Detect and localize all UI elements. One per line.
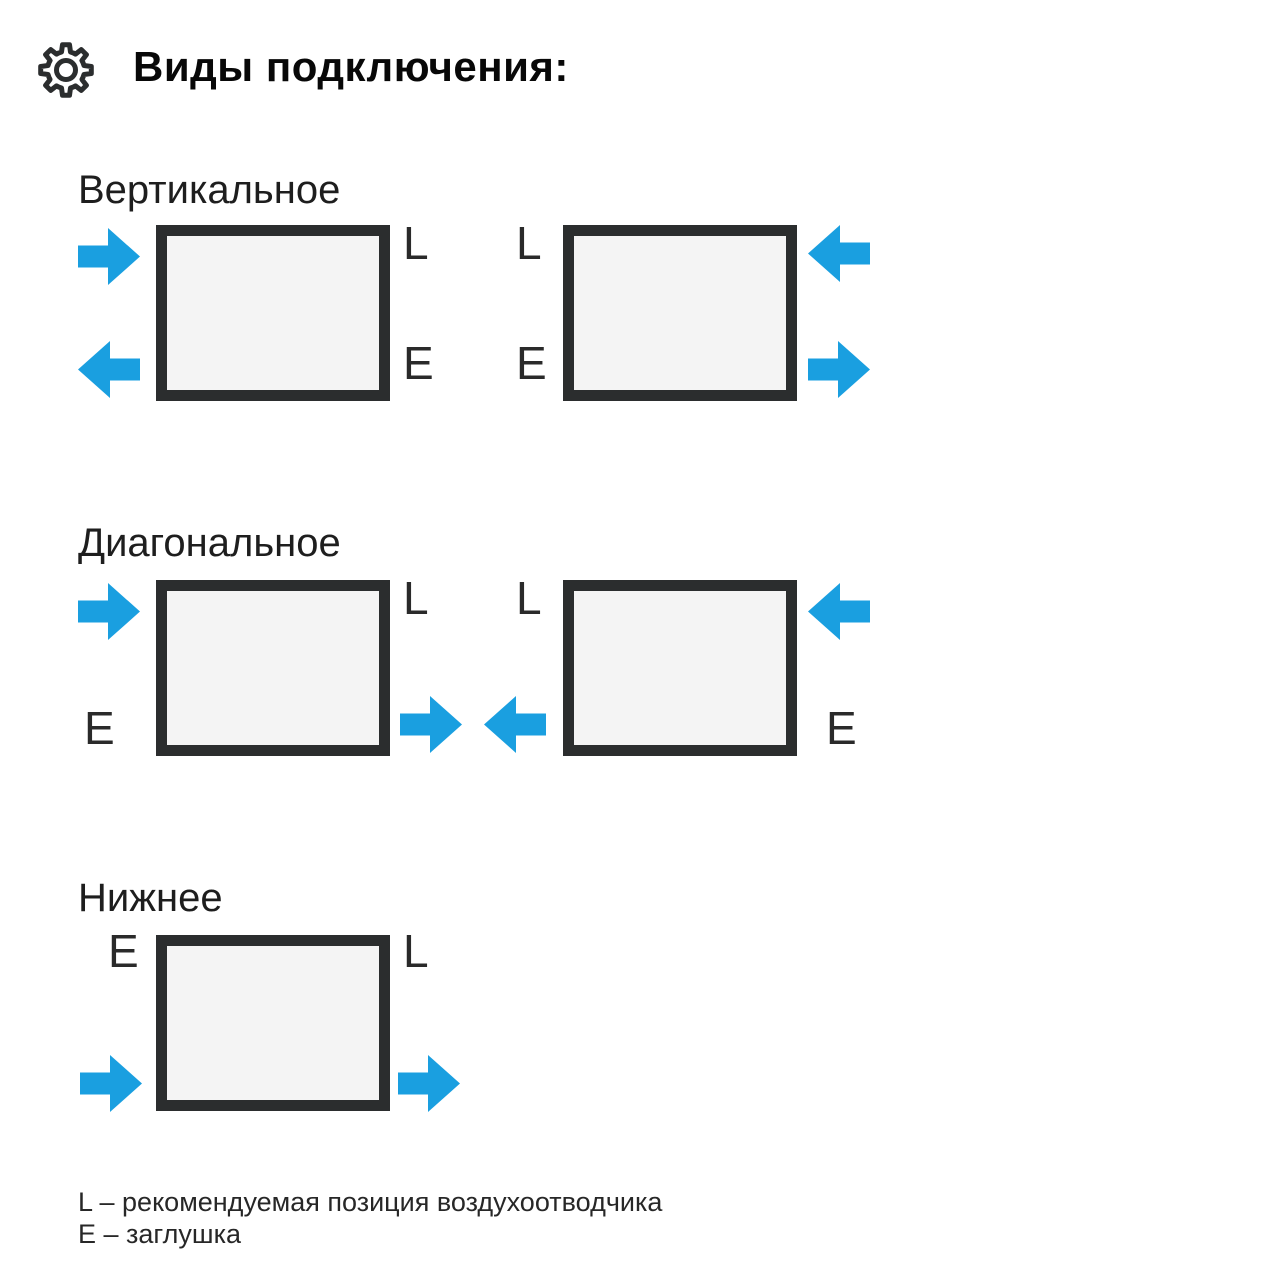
vent-position-label: L (403, 925, 429, 977)
legend (78, 1186, 662, 1250)
plug-label: E (84, 702, 115, 754)
section-title-vertical: Вертикальное (78, 168, 341, 212)
radiator-rect (563, 225, 797, 401)
vent-position-label: L (516, 217, 542, 269)
radiator-rect (563, 580, 797, 756)
flow-out-arrow (400, 696, 462, 753)
flow-in-arrow (78, 583, 140, 640)
legend-line-vent: L – рекомендуемая позиция воздухоотводчика (78, 1187, 663, 1217)
page-title: Виды подключения: (133, 43, 569, 90)
plug-label: E (108, 925, 139, 977)
radiator-rect (156, 580, 390, 756)
flow-out-arrow (78, 341, 140, 398)
vent-position-label: L (403, 572, 429, 624)
flow-out-arrow (808, 341, 870, 398)
section-title-diagonal: Диагональное (78, 521, 341, 565)
radiator-rect (156, 225, 390, 401)
vent-position-label: L (516, 572, 542, 624)
flow-in-arrow (80, 1055, 142, 1112)
vent-position-label: L (403, 217, 429, 269)
flow-out-arrow (484, 696, 546, 753)
flow-in-arrow (78, 228, 140, 285)
section-title-bottom: Нижнее (78, 876, 223, 920)
plug-label: E (516, 337, 547, 389)
plug-label: E (403, 337, 434, 389)
gear-icon (36, 40, 96, 100)
plug-label: E (826, 702, 857, 754)
flow-out-arrow (398, 1055, 460, 1112)
legend-line-plug: E – заглушка (78, 1219, 242, 1249)
flow-in-arrow (808, 583, 870, 640)
radiator-rect (156, 935, 390, 1111)
flow-in-arrow (808, 225, 870, 282)
